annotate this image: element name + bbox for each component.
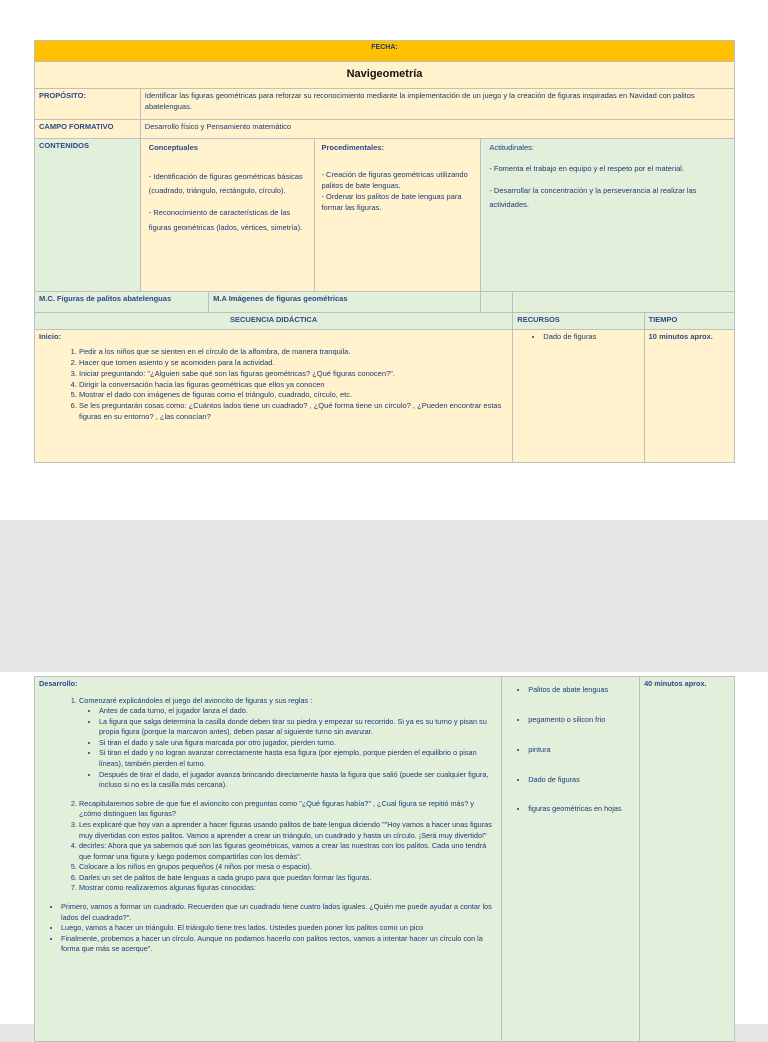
list-item: • Luego, vamos a hacer un triángulo. El triángulo tiene tres lados. Ustedes pueden poner los palitos como un pico <box>61 923 497 934</box>
inicio-list <box>39 347 508 423</box>
inicio-recursos-list <box>517 332 639 343</box>
page-one <box>0 0 768 520</box>
list-item: 6. Darles un set de palitos de bate lenguas a cada grupo para que puedan formar las figuras. <box>79 873 497 884</box>
list-item: • Primero, vamos a formar un cuadrado. Recuerden que un cuadrado tiene cuatro lados iguales. ¿Quién me puede ayudar a contar los lados del cuadrado?". <box>61 902 497 923</box>
recursos-header: RECURSOS <box>513 313 644 330</box>
mc-label: M.C. Figuras de palitos abatelenguas <box>35 292 209 313</box>
reglas-list <box>79 706 497 791</box>
campo-label: CAMPO FORMATIVO <box>35 120 141 139</box>
list-item: 4. decirles: Ahora que ya sabemos qué son las figuras geométricas, vamos a crear las nuestras con los palitos. Cada uno tendrá que formar una figura y luego podemos compartirlas con los demás". <box>79 841 497 862</box>
list-item: • Antes de cada turno, el jugador lanza el dado. <box>99 706 497 717</box>
conceptuales-title: Conceptuales <box>148 143 198 152</box>
inicio-label: Inicio: <box>39 332 62 341</box>
list-item: • pegamento o silicon frio <box>528 713 635 727</box>
procedimentales-p2: - Ordenar los palitos de bate lenguas para formar las figuras. <box>321 191 462 212</box>
list-item: • Palitos de abate lenguas <box>528 683 635 697</box>
procedimentales-cell <box>315 139 481 292</box>
contenidos-label: CONTENIDOS <box>35 139 141 292</box>
actitudinales-title: Actitudinales: <box>489 143 534 152</box>
list-item: • Dado de figuras <box>543 332 639 343</box>
desarrollo-list <box>39 696 497 894</box>
actitudinales-p1: - Fomenta el trabajo en equipo y el respeto por el material. <box>489 163 685 173</box>
list-item: 1. Pedir a los niños que se sienten en el círculo de la alfombra, de manera tranquila. <box>79 347 508 358</box>
list-item: • pintura <box>528 743 635 757</box>
list-item: 5. Mostrar el dado con imágenes de figuras como el triángulo, cuadrado, círculo, etc. <box>79 390 508 401</box>
planning-table <box>34 40 735 463</box>
proposito-label: PROPÓSITO: <box>35 89 141 120</box>
inicio-cell <box>35 330 513 463</box>
list-item: • Finalmente, probemos a hacer un círculo. Aunque no podamos hacerlo con palitos rectos, vamos a intentar hacer un círculo con la forma que más se acerque". <box>61 934 497 955</box>
desarrollo-recursos-cell <box>502 677 640 1042</box>
desarrollo-recursos-list <box>506 683 635 816</box>
fecha-header: FECHA: <box>35 41 735 62</box>
procedimentales-title: Procedimentales: <box>321 143 384 152</box>
item-text: Comenzaré explicándoles el juego del avioncito de figuras y sus reglas : <box>79 695 313 705</box>
inicio-recursos-cell <box>513 330 644 463</box>
list-item: 2. Hacer que tomen asiento y se acomoden para la actividad. <box>79 358 508 369</box>
procedimentales-p1: - Creación de figuras geométricas utilizando palitos de bate lenguas. <box>321 169 468 190</box>
ma-label: M.A Imágenes de figuras geométricas <box>209 292 481 313</box>
list-item: 6. Se les preguntarán cosas como: ¿Cuántos lados tiene un cuadrado? , ¿Qué forma tiene un círculo? , ¿Pueden encontrar estas figuras en su entorno? , ¿las conocían? <box>79 401 508 423</box>
page-two <box>0 672 768 1024</box>
list-item: 3. Iniciar preguntando: "¿Alguien sabe qué son las figuras geométricas? ¿Qué figuras conocen?". <box>79 369 508 380</box>
list-item: • Si tiran el dado y no logran avanzar correctamente hasta esa figura (por ejemplo, porque pierden el equilibrio o pisan líneas), también pierden el turno. <box>99 748 497 769</box>
list-item: 3. Les explicaré que hoy van a aprender a hacer figuras usando palitos de bate lengua diciendo ""Hoy vamos a hacer unas figuras muy divertidas con estos palitos. Vamos a aprender a crear un triángulo, un cuadrado y hasta un círculo. ¡Será muy divertido!" <box>79 820 497 841</box>
list-item: • figuras geométricas en hojas <box>528 802 635 816</box>
list-item: • Después de tirar el dado, el jugador avanza brincando directamente hasta la figura que salió (puede ser cualquier figura, incluso si no es la casilla más cercana). <box>99 770 497 791</box>
desarrollo-label: Desarrollo: <box>39 679 78 688</box>
list-item <box>79 696 497 799</box>
desarrollo-table <box>34 676 735 1042</box>
list-item: 2. Recapitularemos sobre de que fue el avioncito con preguntas como "¿Qué figuras había?" , ¿Cual figura se repitió más? y ¿cómo distinguen las figuras? <box>79 799 497 820</box>
actitudinales-p2: - Desarrollar la concentración y la perseverancia al realizar las actividades. <box>489 186 697 210</box>
desarrollo-cell <box>35 677 502 1042</box>
conceptuales-p1: - Identificación de figuras geométricas básicas (cuadrado, triángulo, rectángulo, círculo). <box>148 171 303 196</box>
conceptuales-cell <box>140 139 315 292</box>
campo-text: Desarrollo físico y Pensamiento matemático <box>140 120 734 139</box>
figuras-list <box>39 902 497 955</box>
desarrollo-tiempo: 40 minutos aprox. <box>640 677 735 1042</box>
tiempo-header: TIEMPO <box>644 313 734 330</box>
secuencia-header: SECUENCIA DIDÁCTICA <box>35 313 513 330</box>
mc-empty-cell <box>481 292 513 313</box>
list-item: 7. Mostrar como realizaremos algunas figuras conocidas: <box>79 883 497 894</box>
inicio-tiempo: 10 minutos aprox. <box>644 330 734 463</box>
mc-empty-cell-2 <box>513 292 735 313</box>
list-item: • Dado de figuras <box>528 773 635 787</box>
list-item: • La figura que salga determina la casilla donde deben tirar su piedra y empezar su recorrido. Si ya es su turno y pisan su propia figura (porque la marcaron antes), deben pasar al siguiente turno sin avanzar. <box>99 717 497 738</box>
proposito-text: Identificar las figuras geométricas para reforzar su reconocimiento mediante la implementación de un juego y la creación de figuras inspiradas en Navidad con palitos abatelenguas. <box>140 89 734 120</box>
list-item: 5. Colocare a los niños en grupos pequeños (4 niños por mesa o espacio). <box>79 862 497 873</box>
actitudinales-cell <box>481 139 735 292</box>
conceptuales-p2: - Reconocimiento de características de las figuras geométricas (lados, vértices, simetría). <box>148 208 303 232</box>
list-item: • Si tiran el dado y sale una figura marcada por otro jugador, pierden turno. <box>99 738 497 749</box>
list-item: 4. Dirigir la conversación hacia las figuras geométricas que ellos ya conocen <box>79 380 508 391</box>
document-title: Navigeometría <box>35 62 735 89</box>
